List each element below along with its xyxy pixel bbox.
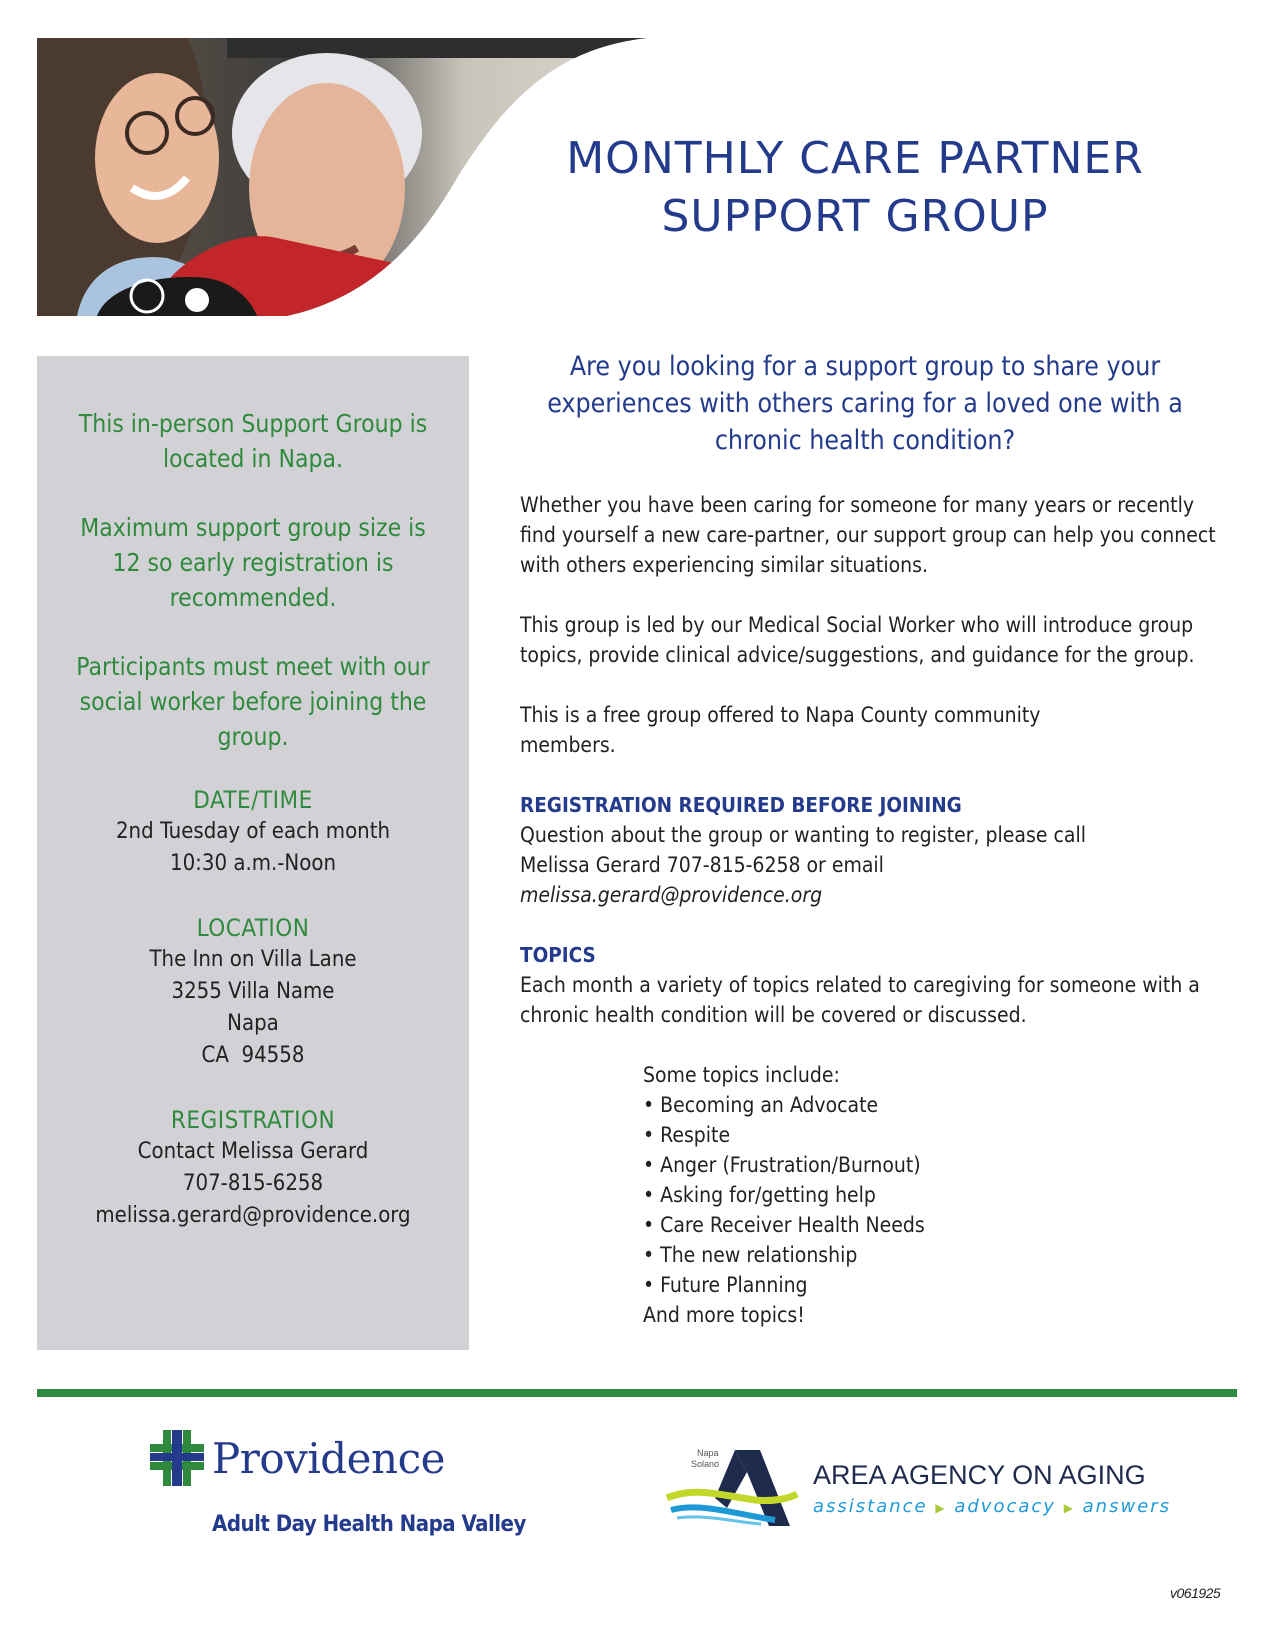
- topic-item: • Respite: [643, 1123, 731, 1147]
- topics-text: Each month a variety of topics related to caregiving for someone with a chronic health condition will be covered or discussed.: [520, 973, 1200, 1027]
- title-line-1: MONTHLY CARE PARTNER: [566, 133, 1144, 184]
- footer-divider: [37, 1389, 1237, 1397]
- providence-logo: [150, 1430, 526, 1537]
- datetime-heading: DATE/TIME: [193, 786, 313, 814]
- main-content: [520, 490, 1220, 1330]
- topic-item: • Asking for/getting help: [643, 1183, 876, 1207]
- info-sidebar: [37, 356, 469, 1350]
- page-title: [520, 130, 1190, 246]
- paragraph-caring: Whether you have been caring for someone for many years or recently find yourself a new care-partner, our support group can help you connect with others experiencing similar situations.: [520, 493, 1216, 577]
- location-street: 3255 Villa Name: [171, 979, 335, 1004]
- aaa-tagline: assistance ▶ advocacy ▶ answers: [813, 1496, 1172, 1517]
- registration-contact: Contact Melissa Gerard: [137, 1139, 369, 1164]
- paragraph-led-by: This group is led by our Medical Social Worker who will introduce group topics, provide clinical advice/suggestions, and guidance for the group.: [520, 613, 1195, 667]
- topics-list: [643, 1060, 1220, 1330]
- location-section: [37, 912, 469, 1072]
- topics-block: [520, 940, 1220, 1330]
- intro-group-size: Maximum support group size is 12 so early registration is recommended.: [80, 513, 426, 612]
- topic-item: • The new relationship: [643, 1243, 858, 1267]
- datetime-time: 10:30 a.m.-Noon: [170, 851, 336, 876]
- registration-block: [520, 790, 1220, 910]
- title-line-2: SUPPORT GROUP: [661, 191, 1049, 242]
- intro-question: Are you looking for a support group to share your experiences with others caring for a loved one with a chronic health condition?: [547, 351, 1183, 456]
- topic-item: • Becoming an Advocate: [643, 1093, 879, 1117]
- location-venue: The Inn on Villa Lane: [149, 947, 357, 972]
- providence-cross-icon: [150, 1430, 204, 1486]
- aaa-name: AREA AGENCY ON AGING: [813, 1460, 1146, 1490]
- arrow-right-icon: ▶: [1063, 1501, 1075, 1515]
- topics-outro: And more topics!: [643, 1303, 805, 1327]
- registration-email-link[interactable]: melissa.gerard@providence.org: [520, 883, 823, 907]
- providence-subtitle: Adult Day Health Napa Valley: [212, 1512, 526, 1537]
- topics-intro: Some topics include:: [643, 1063, 840, 1087]
- registration-text: Question about the group or wanting to register, please call Melissa Gerard 707-815-6258 or email: [520, 823, 1086, 877]
- topic-item: • Future Planning: [643, 1273, 808, 1297]
- datetime-section: [37, 784, 469, 880]
- topic-item: • Anger (Frustration/Burnout): [643, 1153, 921, 1177]
- aaa-region-solano: Solano: [691, 1459, 720, 1469]
- location-state-zip: CA 94558: [201, 1043, 305, 1068]
- intro-location: This in-person Support Group is located in Napa.: [78, 409, 428, 473]
- intro-requirement: Participants must meet with our social worker before joining the group.: [76, 652, 430, 751]
- registration-section: [37, 1104, 469, 1232]
- location-heading: LOCATION: [196, 914, 310, 942]
- version-code: v061925: [1170, 1585, 1221, 1601]
- paragraph-free: This is a free group offered to Napa County community members.: [520, 703, 1041, 757]
- topics-heading: TOPICS: [520, 943, 596, 967]
- registration-phone[interactable]: 707-815-6258: [182, 1171, 324, 1196]
- datetime-day: 2nd Tuesday of each month: [115, 819, 391, 844]
- registration-email[interactable]: melissa.gerard@providence.org: [95, 1203, 411, 1228]
- registration-heading: REGISTRATION: [170, 1106, 336, 1134]
- area-agency-logo: [665, 1448, 1172, 1528]
- aaa-region-napa: Napa: [697, 1448, 719, 1458]
- aaa-a-wave-icon: [665, 1448, 805, 1528]
- location-city: Napa: [227, 1011, 279, 1036]
- providence-name: Providence: [212, 1434, 445, 1483]
- arrow-right-icon: ▶: [935, 1501, 947, 1515]
- topic-item: • Care Receiver Health Needs: [643, 1213, 925, 1237]
- registration-required-heading: REGISTRATION REQUIRED BEFORE JOINING: [520, 793, 962, 817]
